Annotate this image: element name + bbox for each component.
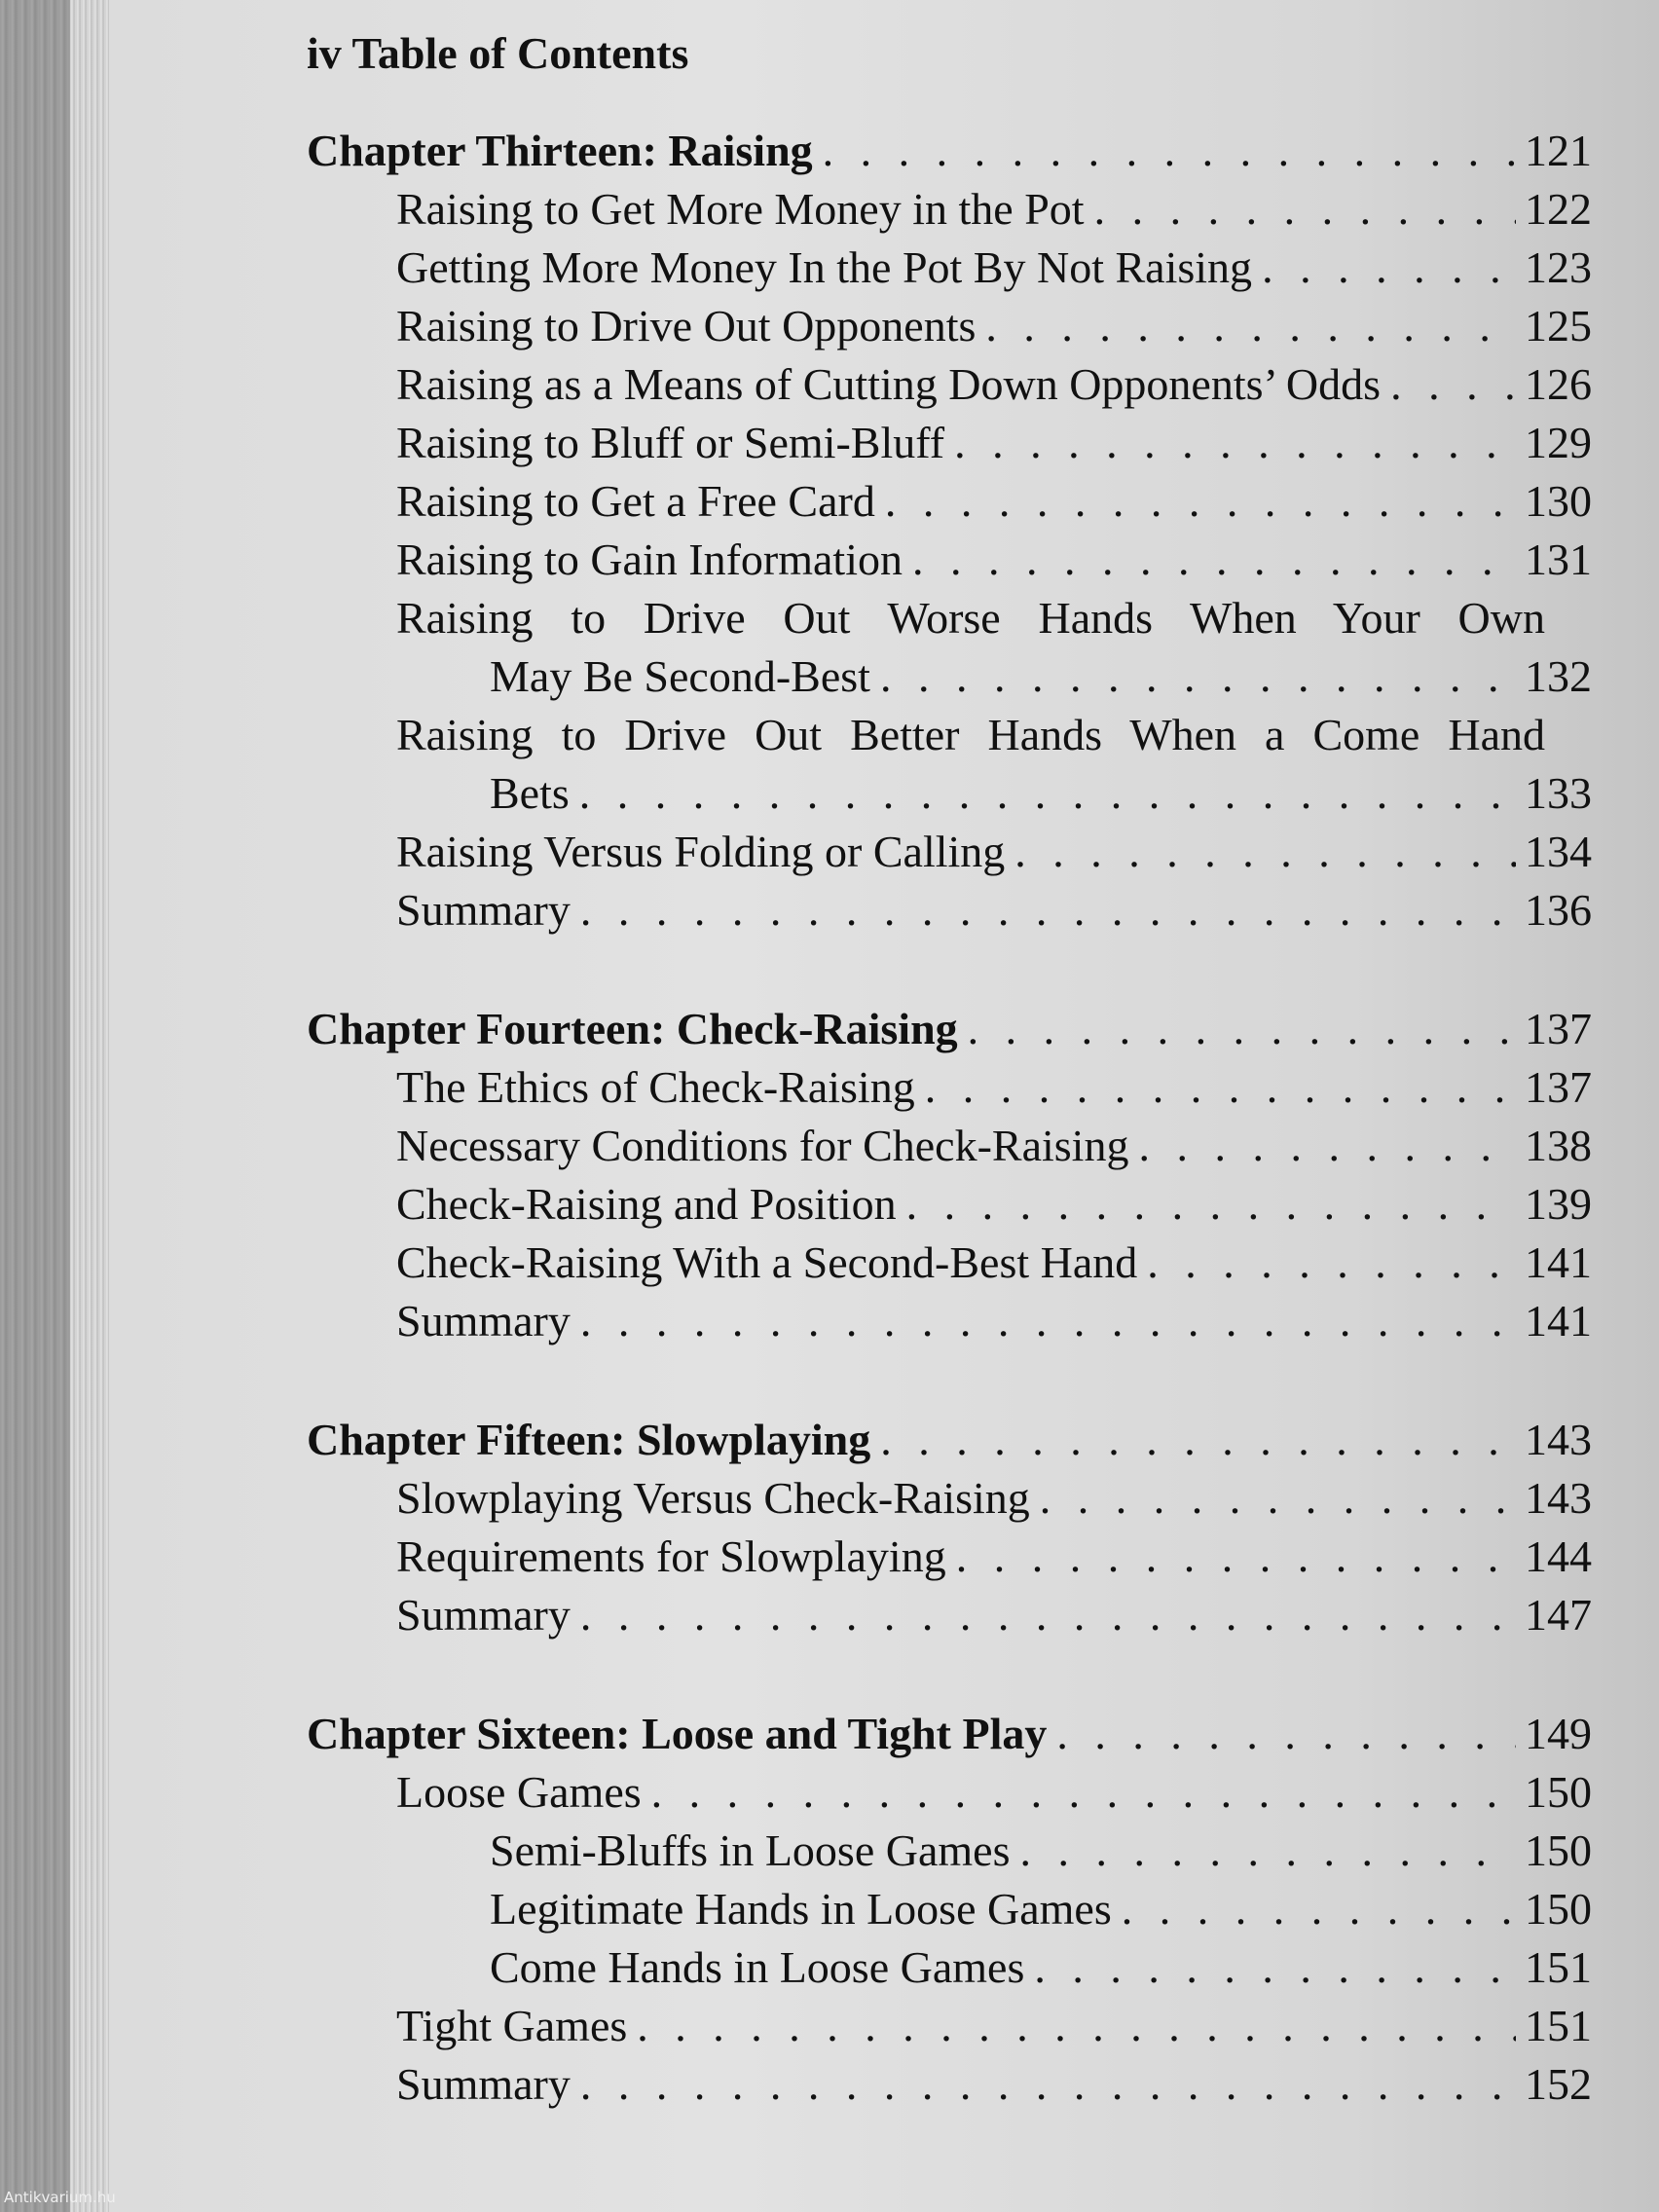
entry-title-continuation: May Be Second-Best xyxy=(490,651,870,701)
entry-title: Summary xyxy=(396,1590,571,1640)
leader-dots xyxy=(915,1058,1516,1117)
entry-title: Raising to Drive Out Opponents xyxy=(396,301,977,350)
running-head: iv Table of Contents xyxy=(307,28,689,78)
page-number: 125 xyxy=(1525,301,1592,350)
toc-entry[interactable] xyxy=(307,1997,1592,2055)
entry-title: Tight Games xyxy=(396,2001,628,2050)
page-number: 152 xyxy=(1525,2059,1592,2109)
toc-subentry[interactable] xyxy=(307,1938,1592,1997)
chapter-title: Chapter Fifteen: Slowplaying xyxy=(307,1415,871,1464)
page-number: 136 xyxy=(1525,885,1592,935)
chapter-heading[interactable] xyxy=(307,1000,1592,1058)
leader-dots xyxy=(958,1000,1516,1058)
entry-title: Summary xyxy=(396,2059,571,2109)
toc-entry[interactable] xyxy=(307,1586,1592,1644)
leader-dots xyxy=(571,2055,1516,2114)
page-number: 144 xyxy=(1525,1531,1592,1581)
toc-entry[interactable] xyxy=(307,881,1592,940)
toc-entry[interactable] xyxy=(307,2055,1592,2114)
subentry-title: Semi-Bluffs in Loose Games xyxy=(490,1825,1011,1875)
entry-title-first-line[interactable]: Raising to Drive Out Better Hands When a Come Hand xyxy=(396,710,1545,759)
chapter-fourteen xyxy=(307,1000,1592,1350)
page-number: 126 xyxy=(1525,359,1592,409)
page-number: 130 xyxy=(1525,476,1592,526)
page-number: 143 xyxy=(1525,1415,1592,1464)
entry-title: Slowplaying Versus Check-Raising xyxy=(396,1473,1030,1523)
toc-entry[interactable] xyxy=(307,1292,1592,1350)
leader-dots xyxy=(1047,1705,1516,1763)
leader-dots xyxy=(1112,1880,1516,1938)
page-number: 133 xyxy=(1525,768,1592,818)
toc-entry[interactable] xyxy=(307,764,1592,823)
table-of-contents xyxy=(307,122,1592,2174)
leader-dots xyxy=(870,1411,1516,1469)
page-stack-edge xyxy=(70,0,109,2212)
page-number: 137 xyxy=(1525,1062,1592,1112)
toc-entry[interactable] xyxy=(307,355,1592,414)
leader-dots xyxy=(875,472,1516,531)
leader-dots xyxy=(1252,239,1516,297)
leader-dots xyxy=(1010,1822,1516,1880)
subentry-title: Legitimate Hands in Loose Games xyxy=(490,1884,1112,1934)
leader-dots xyxy=(1085,180,1516,239)
entry-title: The Ethics of Check-Raising xyxy=(396,1062,915,1112)
chapter-heading[interactable] xyxy=(307,1411,1592,1469)
toc-entry[interactable] xyxy=(307,531,1592,589)
entry-title: Check-Raising With a Second-Best Hand xyxy=(396,1237,1138,1287)
leader-dots xyxy=(1128,1117,1516,1175)
toc-entry[interactable] xyxy=(307,1469,1592,1528)
entry-title: Raising to Get a Free Card xyxy=(396,476,875,526)
chapter-heading[interactable] xyxy=(307,1705,1592,1763)
watermark-text: Antikvarium.hu xyxy=(4,2189,116,2206)
page-number: 137 xyxy=(1525,1004,1592,1053)
leader-dots xyxy=(627,1997,1516,2055)
leader-dots xyxy=(897,1175,1516,1234)
toc-entry[interactable] xyxy=(307,1763,1592,1822)
toc-entry[interactable] xyxy=(307,647,1592,706)
leader-dots xyxy=(813,122,1516,180)
entry-title: Summary xyxy=(396,885,571,935)
toc-subentry[interactable] xyxy=(307,1822,1592,1880)
toc-entry[interactable] xyxy=(307,1175,1592,1234)
desk-background xyxy=(0,0,70,2212)
leader-dots xyxy=(1005,823,1516,881)
page-number: 151 xyxy=(1525,2001,1592,2050)
leader-dots xyxy=(571,881,1516,940)
chapter-sixteen xyxy=(307,1705,1592,2114)
page-number: 123 xyxy=(1525,242,1592,292)
leader-dots xyxy=(976,297,1516,355)
leader-dots xyxy=(1030,1469,1516,1528)
chapter-fifteen xyxy=(307,1411,1592,1644)
toc-entry[interactable] xyxy=(307,1058,1592,1117)
leader-dots xyxy=(1024,1938,1516,1997)
entry-title: Raising Versus Folding or Calling xyxy=(396,827,1006,876)
page-number: 138 xyxy=(1525,1121,1592,1170)
toc-subentry[interactable] xyxy=(307,1880,1592,1938)
entry-title: Necessary Conditions for Check-Raising xyxy=(396,1121,1129,1170)
page-number: 122 xyxy=(1525,184,1592,234)
toc-entry[interactable] xyxy=(307,239,1592,297)
page-number: 141 xyxy=(1525,1237,1592,1287)
page-number: 150 xyxy=(1525,1884,1592,1934)
subentry-title: Come Hands in Loose Games xyxy=(490,1942,1025,1992)
page-number: 139 xyxy=(1525,1179,1592,1229)
page-number: 150 xyxy=(1525,1767,1592,1817)
page-number: 121 xyxy=(1525,126,1592,175)
entry-title: Requirements for Slowplaying xyxy=(396,1531,946,1581)
page-number: 131 xyxy=(1525,535,1592,584)
page-number: 150 xyxy=(1525,1825,1592,1875)
chapter-title: Chapter Thirteen: Raising xyxy=(307,126,813,175)
entry-title: Getting More Money In the Pot By Not Raising xyxy=(396,242,1253,292)
toc-entry[interactable] xyxy=(307,414,1592,472)
entry-title: Loose Games xyxy=(396,1767,642,1817)
leader-dots xyxy=(903,531,1516,589)
chapter-thirteen xyxy=(307,122,1592,940)
entry-title: Summary xyxy=(396,1296,571,1346)
toc-entry[interactable] xyxy=(307,1234,1592,1292)
entry-title: Raising as a Means of Cutting Down Opponents’ Odds xyxy=(396,359,1382,409)
leader-dots xyxy=(944,414,1516,472)
chapter-title: Chapter Fourteen: Check-Raising xyxy=(307,1004,958,1053)
page-number: 147 xyxy=(1525,1590,1592,1640)
chapter-heading[interactable] xyxy=(307,122,1592,180)
entry-title: Raising to Gain Information xyxy=(396,535,903,584)
chapter-title: Chapter Sixteen: Loose and Tight Play xyxy=(307,1709,1048,1758)
toc-entry[interactable] xyxy=(307,180,1592,239)
leader-dots xyxy=(1137,1234,1516,1292)
page-number: 134 xyxy=(1525,827,1592,876)
page-number: 143 xyxy=(1525,1473,1592,1523)
page-number: 129 xyxy=(1525,418,1592,467)
page-number: 151 xyxy=(1525,1942,1592,1992)
page-number: 141 xyxy=(1525,1296,1592,1346)
toc-entry[interactable] xyxy=(307,297,1592,355)
page-number: 149 xyxy=(1525,1709,1592,1758)
toc-entry[interactable] xyxy=(307,1117,1592,1175)
entry-title: Check-Raising and Position xyxy=(396,1179,897,1229)
entry-title: Raising to Get More Money in the Pot xyxy=(396,184,1085,234)
leader-dots xyxy=(946,1528,1516,1586)
leader-dots xyxy=(870,647,1516,706)
leader-dots xyxy=(570,764,1516,823)
leader-dots xyxy=(571,1292,1516,1350)
entry-title-continuation: Bets xyxy=(490,768,570,818)
leader-dots xyxy=(642,1763,1516,1822)
toc-entry[interactable] xyxy=(307,823,1592,881)
entry-title-first-line[interactable]: Raising to Drive Out Worse Hands When Your Own xyxy=(396,593,1545,643)
toc-entry[interactable] xyxy=(307,1528,1592,1586)
toc-entry[interactable] xyxy=(307,472,1592,531)
entry-title: Raising to Bluff or Semi-Bluff xyxy=(396,418,945,467)
page-number: 132 xyxy=(1525,651,1592,701)
leader-dots xyxy=(1381,355,1516,414)
leader-dots xyxy=(571,1586,1516,1644)
